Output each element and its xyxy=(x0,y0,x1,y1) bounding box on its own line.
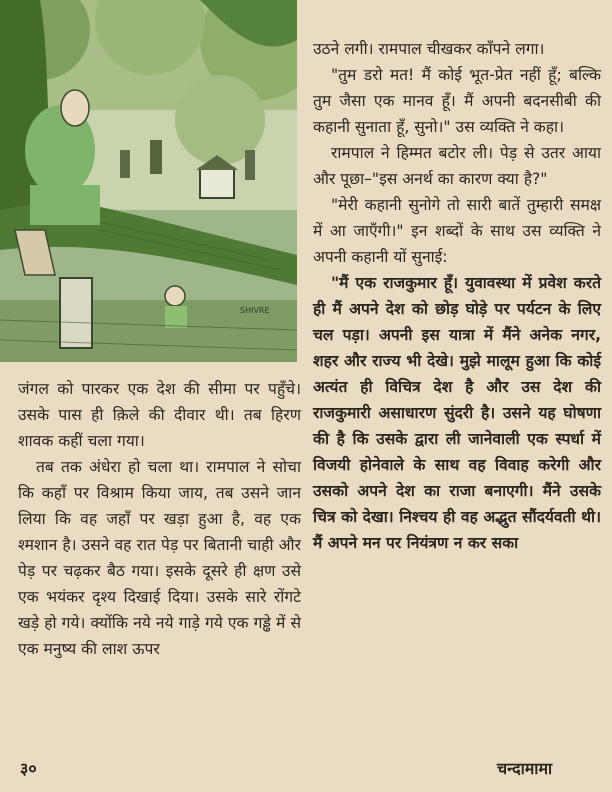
right-column-text xyxy=(313,36,601,556)
page-number: ३० xyxy=(20,759,37,778)
left-column-text xyxy=(18,376,301,662)
paragraph: उठने लगी। रामपाल चीखकर काँपने लगा। xyxy=(313,40,545,58)
story-illustration xyxy=(0,0,297,362)
illustration-signature: SHIVRE xyxy=(240,306,270,315)
graveyard-tree-illustration xyxy=(0,0,297,362)
paragraph: "मैं एक राजकुमार हूँ। युवावस्था में प्रवेश करते ही मैं अपने देश को छोड़ घोड़े पर पर्यटन के लिए चल पड़ा। अपनी इस यात्रा में मैंने अनेक नगर, शहर और राज्य भी देखे। मुझे मालूम हुआ कि कोई अत्यंत ही विचित्र देश है और उस देश की राजकुमारी असाधारण सुंदरी है। उसने यह घोषणा की है कि उसके द्वारा ली जानेवाली एक स्पर्धा में विजयी होनेवाले के साथ वह विवाह करेगी और उसको अपने देश का राजा बनाएगी। मैंने उसके चित्र को देखा। निश्चय ही वह अद्भुत सौंदर्यवती थी। मैं अपने मन पर नियंत्रण न कर सका xyxy=(313,274,601,552)
paragraph: रामपाल ने हिम्मत बटोर ली। पेड़ से उतर आया और पूछा–"इस अनर्थ का कारण क्या है?" xyxy=(313,144,601,188)
paragraph: जंगल को पारकर एक देश की सीमा पर पहुँचे। उसके पास ही क़िले की दीवार थी। तब हिरण शावक कहीं चला गया। xyxy=(18,380,301,450)
paragraph: तब तक अंधेरा हो चला था। रामपाल ने सोचा कि कहाँ पर विश्राम किया जाय, तब उसने जान लिया कि वह जहाँ पर खड़ा हुआ है, वह एक श्मशान है। उसने वह रात पेड़ पर बितानी चाही और पेड़ पर चढ़कर बैठ गया। इसके दूसरे ही क्षण उसे एक भयंकर दृश्य दिखाई दिया। उसके सारे रोंगटे खड़े हो गये। क्योंकि नये नये गाड़े गये एक गड्ढे में से एक मनुष्य की लाश ऊपर xyxy=(18,458,301,658)
paragraph: "तुम डरो मत! मैं कोई भूत-प्रेत नहीं हूँ; बल्कि तुम जैसा एक मानव हूँ। मैं अपनी बदनसीबी की कहानी सुनाता हूँ, सुनो।" उस व्यक्ति ने कहा। xyxy=(313,66,601,136)
magazine-name: चन्दामामा xyxy=(497,759,553,778)
paragraph: "मेरी कहानी सुनोगे तो सारी बातें तुम्हारी समक्ष में आ जाएँगी।" इन शब्दों के साथ उस व्यक्ति ने अपनी कहानी यों सुनाई: xyxy=(313,196,601,266)
